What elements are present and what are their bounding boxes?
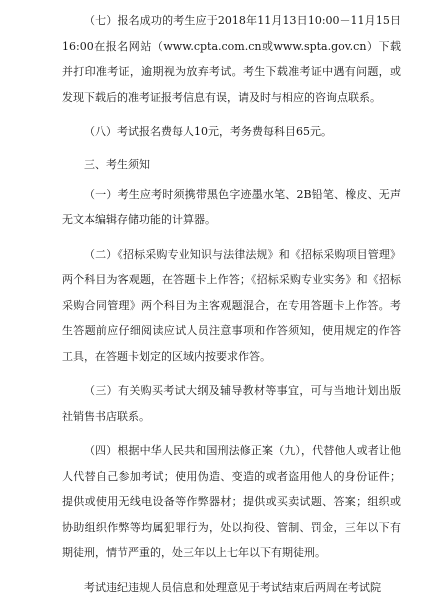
paragraph-textbooks: （三）有关购买考试大纲及辅导教材等事宜，可与当地计划出版社销售书店联系。: [62, 378, 401, 429]
paragraph-admission-ticket: （七）报名成功的考生应于2018年11月13日10:00－11月15日16:00在报名网站（www.cpta.com.cn或www.spta.gov.cn）下载并打印准考证，逾期视为放弃考试。考生下载准考证中遇有问题，或发现下载后的准考证报考信息有误，请及时与相应的咨询点联系。: [62, 8, 401, 110]
paragraph-criminal-law: （四）根据中华人民共和国刑法修正案（九），代替他人或者让他人代替自己参加考试；使用伪造、变造的或者盗用他人的身份证件；提供或使用无线电设备等作弊器材；提供或买卖试题、答案；组织或协助组织作弊等均属犯罪行为，处以拘役、管制、罚金，三年以下有期徒刑，情节严重的，处三年以上七年以下有期徒刑。: [62, 438, 401, 566]
paragraph-fees: （八）考试报名费每人10元，考务费每科目65元。: [62, 119, 401, 145]
paragraph-exam-tools: （一）考生应考时须携带黑色字迹墨水笔、2B铅笔、橡皮、无声无文本编辑存储功能的计算器。: [62, 182, 401, 233]
paragraph-subjects: （二）《招标采购专业知识与法律法规》和《招标采购项目管理》两个科目为客观题，在答题卡上作答；《招标采购专业实务》和《招标采购合同管理》两个科目为主客观题混合，在专用答题卡上作答。考生答题前应仔细阅读应试人员注意事项和作答须知，使用规定的作答工具，在答题卡划定的区域内按要求作答。: [62, 242, 401, 370]
paragraph-violations: 考试违纪违规人员信息和处理意见于考试结束后两周在考试院: [62, 575, 401, 600]
section-heading-candidate-notice: 三、考生须知: [62, 154, 401, 176]
